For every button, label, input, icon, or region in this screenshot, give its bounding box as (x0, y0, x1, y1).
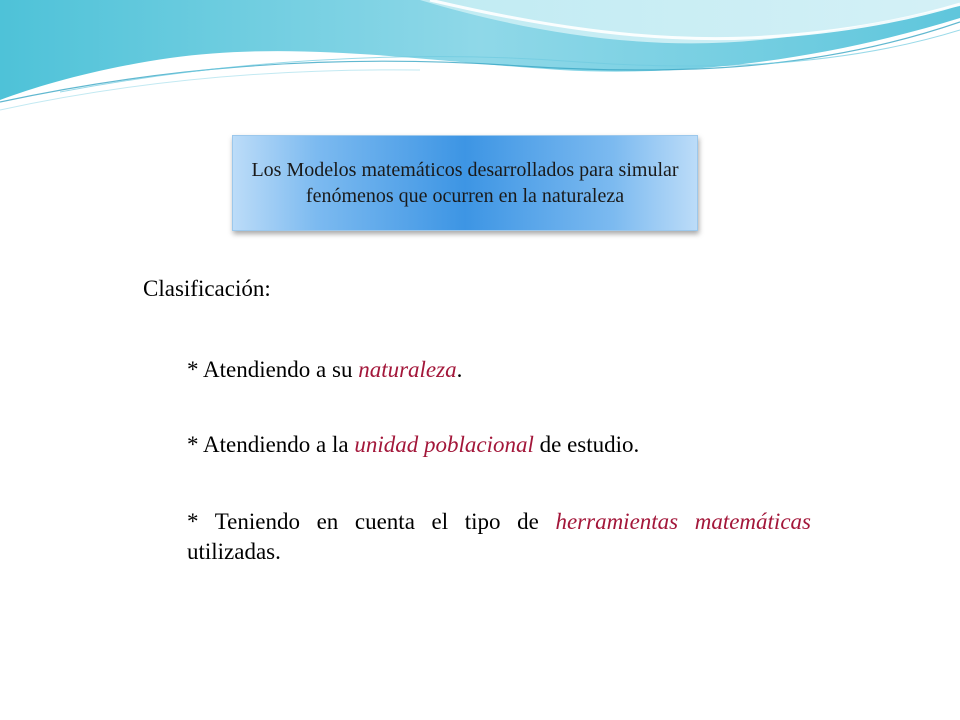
classification-heading: Clasificación: (143, 276, 271, 301)
item-emphasis: herramientas matemáticas (555, 509, 811, 534)
title-text: Los Modelos matemáticos desarrollados para simular fenómenos que ocurren en la naturaleza (251, 159, 679, 207)
item-text: * Atendiendo a la (187, 432, 355, 457)
classification-item-nature (187, 355, 811, 385)
item-text: * Atendiendo a su (187, 357, 359, 382)
item-emphasis: unidad poblacional (354, 432, 534, 457)
item-text: . (456, 357, 463, 382)
classification-item-population-unit (187, 430, 811, 460)
title-box (232, 135, 698, 231)
item-text: utilizadas. (187, 539, 281, 564)
item-text: * Teniendo en cuenta el tipo de (187, 509, 556, 534)
wave-header-decoration (0, 0, 960, 115)
classification-item-math-tools (187, 507, 811, 567)
item-emphasis: naturaleza (358, 357, 457, 382)
item-text: de estudio. (533, 432, 640, 457)
